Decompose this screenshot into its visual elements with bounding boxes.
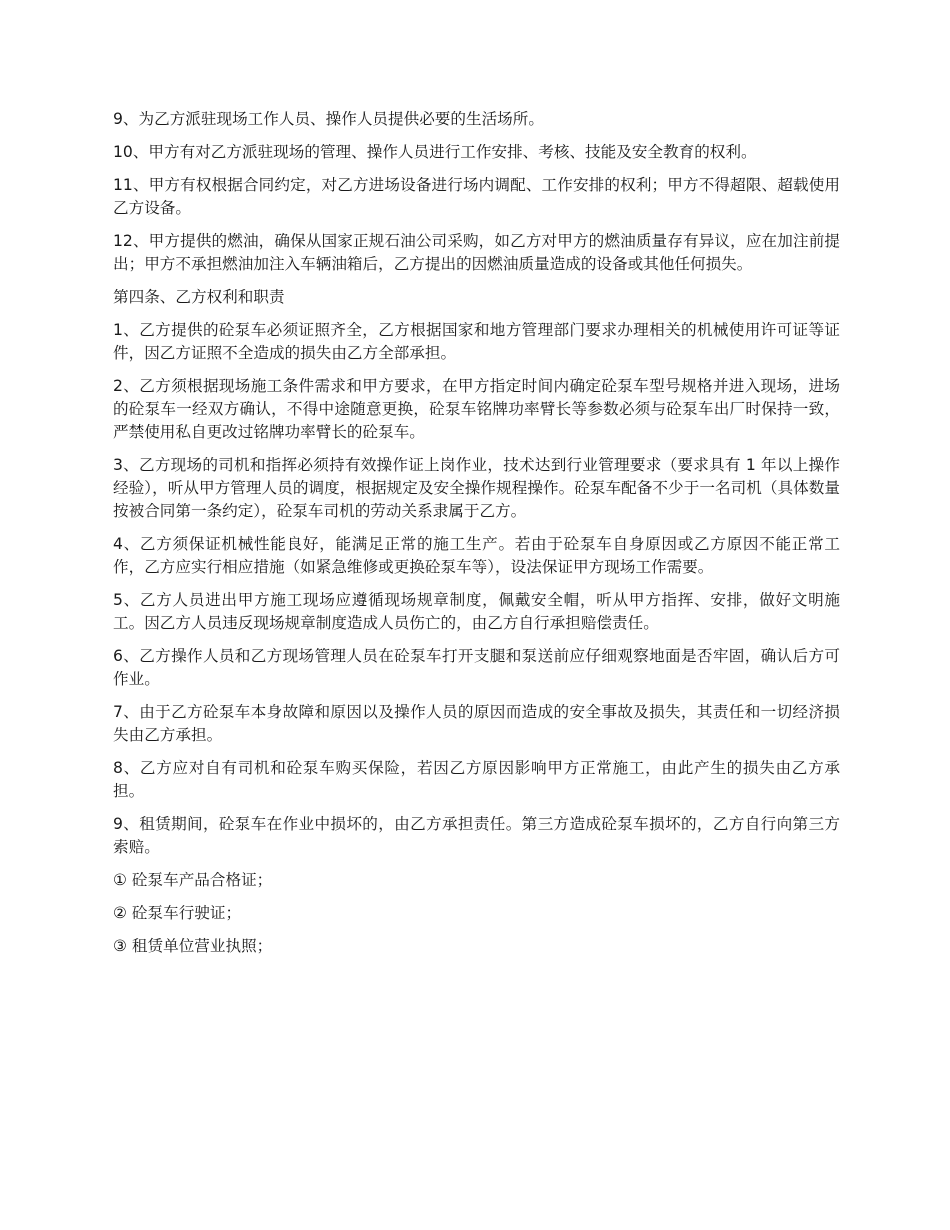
clause-11-equipment-allocation: 11、甲方有权根据合同约定，对乙方进场设备进行场内调配、工作安排的权利；甲方不得超限、超载使用乙方设备。: [113, 176, 840, 217]
clause-5-site-rules: 5、乙方人员进出甲方施工现场应遵循现场规章制度，佩戴安全帽，听从甲方指挥、安排，做好文明施工。因乙方人员违反现场规章制度造成人员伤亡的，由乙方自行承担赔偿责任。: [113, 591, 840, 632]
clause-8-insurance: 8、乙方应对自有司机和砼泵车购买保险，若因乙方原因影响甲方正常施工，由此产生的损失由乙方承担。: [113, 759, 840, 800]
clause-4-mechanical-performance: 4、乙方须保证机械性能良好，能满足正常的施工生产。若由于砼泵车自身原因或乙方原因不能正常工作，乙方应实行相应措施（如紧急维修或更换砼泵车等），设法保证甲方现场工作需要。: [113, 535, 840, 576]
clause-9-living-quarters: 9、为乙方派驻现场工作人员、操作人员提供必要的生活场所。: [113, 110, 544, 128]
document-page: [113, 108, 840, 968]
list-item-business-license: ③ 租赁单位营业执照；: [113, 937, 273, 955]
clause-12-fuel-supply: 12、甲方提供的燃油，确保从国家正规石油公司采购，如乙方对甲方的燃油质量存有异议，应在加注前提出；甲方不承担燃油加注入车辆油箱后，乙方提出的因燃油质量造成的设备或其他任何损失。: [113, 232, 840, 273]
section-heading-article-4: 第四条、乙方权利和职责: [113, 288, 285, 306]
clause-3-operators: 3、乙方现场的司机和指挥必须持有效操作证上岗作业，技术达到行业管理要求（要求具有 1 年以上操作经验），听从甲方管理人员的调度，根据规定及安全操作规程操作。砼泵车配备不少于一名司机（具体数量按被合同第一条约定），砼泵车司机的劳动关系隶属于乙方。: [113, 456, 840, 520]
clause-9-damage: 9、租赁期间，砼泵车在作业中损坏的，由乙方承担责任。第三方造成砼泵车损坏的，乙方自行向第三方索赔。: [113, 815, 840, 856]
clause-10-management-rights: 10、甲方有对乙方派驻现场的管理、操作人员进行工作安排、考核、技能及安全教育的权利。: [113, 143, 757, 161]
clause-2-equipment-spec: 2、乙方须根据现场施工条件需求和甲方要求，在甲方指定时间内确定砼泵车型号规格并进入现场，进场的砼泵车一经双方确认，不得中途随意更换，砼泵车铭牌功率臂长等参数必须与砼泵车出厂时保持一致，严禁使用私自更改过铭牌功率臂长的砼泵车。: [113, 377, 840, 441]
clause-1-licenses: 1、乙方提供的砼泵车必须证照齐全，乙方根据国家和地方管理部门要求办理相关的机械使用许可证等证件，因乙方证照不全造成的损失由乙方全部承担。: [113, 321, 840, 362]
list-item-certificate: ① 砼泵车产品合格证；: [113, 871, 273, 889]
clause-6-ground-inspection: 6、乙方操作人员和乙方现场管理人员在砼泵车打开支腿和泵送前应仔细观察地面是否牢固，确认后方可作业。: [113, 647, 840, 688]
clause-7-liability: 7、由于乙方砼泵车本身故障和原因以及操作人员的原因而造成的安全事故及损失，其责任和一切经济损失由乙方承担。: [113, 703, 840, 744]
list-item-driving-license: ② 砼泵车行驶证；: [113, 904, 242, 922]
